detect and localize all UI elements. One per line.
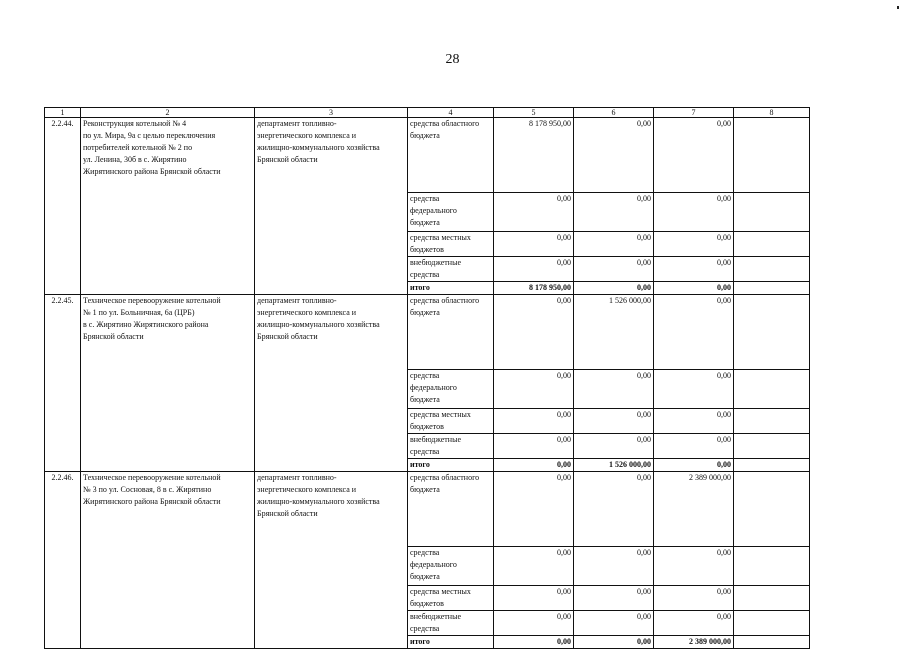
amount-col6: 0,00 <box>574 636 654 649</box>
amount-col6: 0,00 <box>574 193 654 232</box>
amount-col6: 0,00 <box>574 257 654 282</box>
amount-col6: 0,00 <box>574 547 654 586</box>
header-cell: 5 <box>494 108 574 118</box>
amount-col5: 8 178 950,00 <box>494 282 574 295</box>
source-row <box>45 118 810 193</box>
amount-col8 <box>734 370 810 409</box>
funding-source: средства местных бюджетов <box>408 232 494 257</box>
item-code: 2.2.45. <box>45 295 81 472</box>
funding-source: внебюджетные средства <box>408 611 494 636</box>
funding-source: средства местных бюджетов <box>408 409 494 434</box>
header-cell: 4 <box>408 108 494 118</box>
amount-col8 <box>734 282 810 295</box>
amount-col7: 0,00 <box>654 282 734 295</box>
funding-source: средства федерального бюджета <box>408 193 494 232</box>
funding-source: средства областного бюджета <box>408 118 494 193</box>
amount-col8 <box>734 547 810 586</box>
amount-col8 <box>734 232 810 257</box>
amount-col7: 0,00 <box>654 586 734 611</box>
amount-col5: 0,00 <box>494 257 574 282</box>
amount-col5: 0,00 <box>494 472 574 547</box>
amount-col7: 2 389 000,00 <box>654 636 734 649</box>
amount-col8 <box>734 434 810 459</box>
amount-col5: 0,00 <box>494 370 574 409</box>
header-cell: 3 <box>255 108 408 118</box>
amount-col8 <box>734 459 810 472</box>
item-executor: департамент топливно- энергетического комплекса и жилищно-коммунального хозяйства Брянской области <box>255 295 408 472</box>
amount-col5: 0,00 <box>494 295 574 370</box>
amount-col7: 0,00 <box>654 193 734 232</box>
amount-col8 <box>734 611 810 636</box>
item-executor: департамент топливно- энергетического комплекса и жилищно-коммунального хозяйства Брянской области <box>255 118 408 295</box>
amount-col5: 0,00 <box>494 636 574 649</box>
amount-col8 <box>734 636 810 649</box>
funding-source: средства федерального бюджета <box>408 370 494 409</box>
header-cell: 1 <box>45 108 81 118</box>
funding-source: средства областного бюджета <box>408 295 494 370</box>
amount-col5: 0,00 <box>494 547 574 586</box>
scan-mark <box>897 6 899 9</box>
amount-col6: 0,00 <box>574 472 654 547</box>
amount-col8 <box>734 118 810 193</box>
amount-col7: 0,00 <box>654 434 734 459</box>
amount-col6: 0,00 <box>574 434 654 459</box>
amount-col8 <box>734 409 810 434</box>
amount-col8 <box>734 295 810 370</box>
amount-col5: 8 178 950,00 <box>494 118 574 193</box>
funding-source: итого <box>408 459 494 472</box>
item-name: Техническое перевооружение котельной № 3 по ул. Сосновая, 8 в с. Жирятино Жирятинского района Брянской области <box>81 472 255 649</box>
header-cell: 7 <box>654 108 734 118</box>
header-cell: 2 <box>81 108 255 118</box>
item-code: 2.2.44. <box>45 118 81 295</box>
amount-col5: 0,00 <box>494 434 574 459</box>
source-row <box>45 472 810 547</box>
funding-source: средства областного бюджета <box>408 472 494 547</box>
amount-col5: 0,00 <box>494 459 574 472</box>
table-body <box>45 108 810 649</box>
funding-source: итого <box>408 282 494 295</box>
amount-col8 <box>734 586 810 611</box>
amount-col6: 0,00 <box>574 586 654 611</box>
amount-col8 <box>734 193 810 232</box>
amount-col7: 0,00 <box>654 547 734 586</box>
item-name: Реконструкция котельной № 4 по ул. Мира, 9а с целью переключения потребителей котельной № 2 по ул. Ленина, 30б в с. Жирятино Жирятинского района Брянской области <box>81 118 255 295</box>
amount-col7: 0,00 <box>654 257 734 282</box>
amount-col6: 0,00 <box>574 370 654 409</box>
header-row <box>45 108 810 118</box>
amount-col5: 0,00 <box>494 409 574 434</box>
amount-col5: 0,00 <box>494 586 574 611</box>
amount-col6: 1 526 000,00 <box>574 459 654 472</box>
funding-source: внебюджетные средства <box>408 257 494 282</box>
amount-col6: 0,00 <box>574 409 654 434</box>
amount-col7: 0,00 <box>654 232 734 257</box>
amount-col8 <box>734 472 810 547</box>
amount-col6: 0,00 <box>574 118 654 193</box>
amount-col6: 1 526 000,00 <box>574 295 654 370</box>
source-row <box>45 295 810 370</box>
funding-source: средства федерального бюджета <box>408 547 494 586</box>
amount-col7: 0,00 <box>654 409 734 434</box>
amount-col5: 0,00 <box>494 232 574 257</box>
funding-source: внебюджетные средства <box>408 434 494 459</box>
budget-table <box>44 107 810 649</box>
amount-col7: 0,00 <box>654 295 734 370</box>
item-executor: департамент топливно- энергетического комплекса и жилищно-коммунального хозяйства Брянской области <box>255 472 408 649</box>
header-cell: 8 <box>734 108 810 118</box>
header-cell: 6 <box>574 108 654 118</box>
amount-col7: 0,00 <box>654 611 734 636</box>
funding-source: средства местных бюджетов <box>408 586 494 611</box>
amount-col7: 0,00 <box>654 118 734 193</box>
amount-col6: 0,00 <box>574 232 654 257</box>
amount-col5: 0,00 <box>494 193 574 232</box>
item-code: 2.2.46. <box>45 472 81 649</box>
page-number: 28 <box>445 52 460 67</box>
amount-col5: 0,00 <box>494 611 574 636</box>
amount-col8 <box>734 257 810 282</box>
amount-col6: 0,00 <box>574 611 654 636</box>
amount-col7: 0,00 <box>654 370 734 409</box>
funding-source: итого <box>408 636 494 649</box>
amount-col7: 2 389 000,00 <box>654 472 734 547</box>
amount-col7: 0,00 <box>654 459 734 472</box>
item-name: Техническое перевооружение котельной № 1 по ул. Больничная, 6а (ЦРБ) в с. Жирятино Жирятинского района Брянской области <box>81 295 255 472</box>
amount-col6: 0,00 <box>574 282 654 295</box>
